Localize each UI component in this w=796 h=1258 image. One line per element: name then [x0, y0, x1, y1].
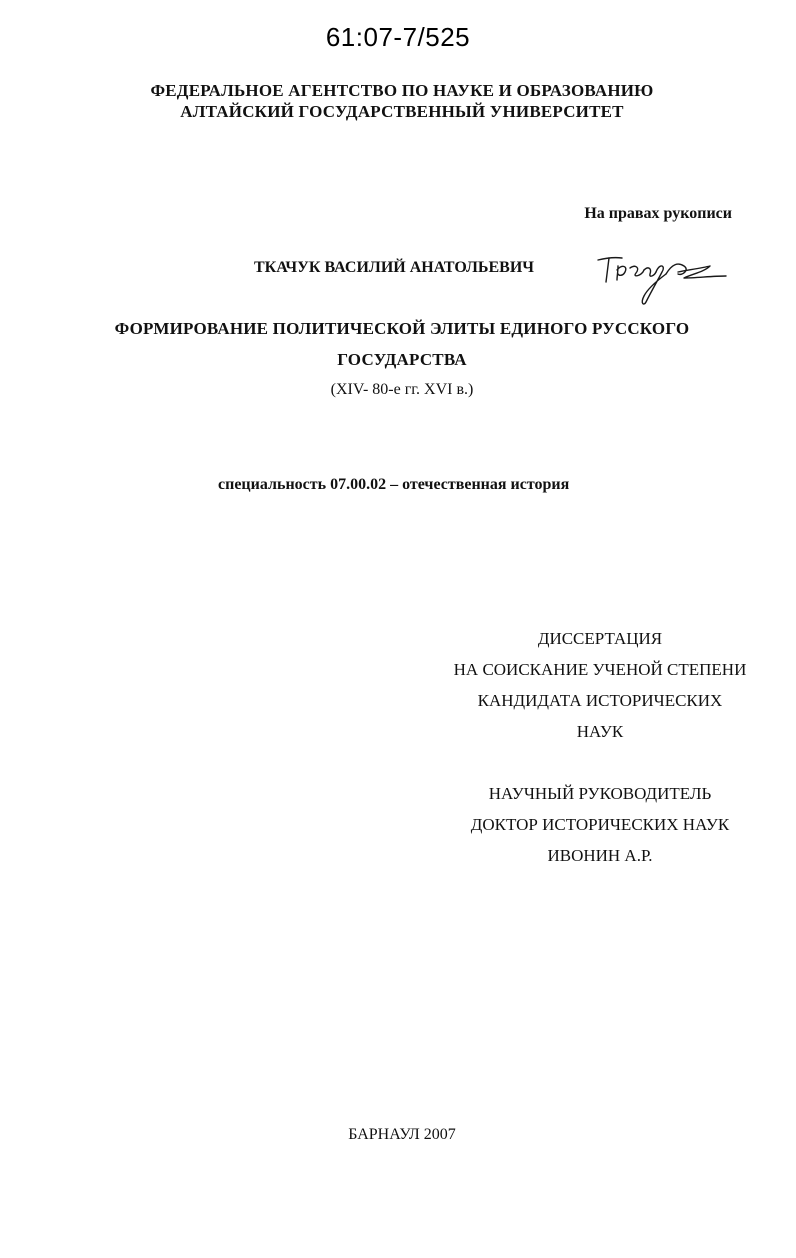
dissertation-title-line2: ГОСУДАРСТВА [337, 350, 467, 369]
dissertation-title-line1: ФОРМИРОВАНИЕ ПОЛИТИЧЕСКОЙ ЭЛИТЫ ЕДИНОГО РУССКОГО [114, 319, 690, 338]
supervisor-line: НАУЧНЫЙ РУКОВОДИТЕЛЬ [488, 784, 712, 803]
degree-line: НА СОИСКАНИЕ УЧЕНОЙ СТЕПЕНИ [453, 660, 747, 679]
handwritten-signature [592, 246, 732, 308]
agency-name: ФЕДЕРАЛЬНОЕ АГЕНТСТВО ПО НАУКЕ И ОБРАЗОВАНИЮ [150, 81, 654, 100]
supervisor-block [440, 778, 760, 871]
manuscript-note: На правах рукописи [584, 205, 732, 222]
specialty: специальность 07.00.02 – отечественная история [218, 476, 570, 493]
city-year: БАРНАУЛ 2007 [348, 1126, 456, 1143]
author-name: ТКАЧУК ВАСИЛИЙ АНАТОЛЬЕВИЧ [254, 259, 535, 276]
degree-line: ДИССЕРТАЦИЯ [537, 629, 663, 648]
university-name: АЛТАЙСКИЙ ГОСУДАРСТВЕННЫЙ УНИВЕРСИТЕТ [180, 102, 624, 121]
catalog-number: 61:07-7/525 [325, 22, 471, 52]
dissertation-degree-block [440, 623, 760, 747]
degree-line: НАУК [576, 722, 624, 741]
supervisor-line: ИВОНИН А.Р. [547, 846, 653, 865]
supervisor-line: ДОКТОР ИСТОРИЧЕСКИХ НАУК [470, 815, 730, 834]
degree-line: КАНДИДАТА ИСТОРИЧЕСКИХ [477, 691, 723, 710]
dissertation-period: (XIV- 80-е гг. XVI в.) [330, 381, 474, 398]
